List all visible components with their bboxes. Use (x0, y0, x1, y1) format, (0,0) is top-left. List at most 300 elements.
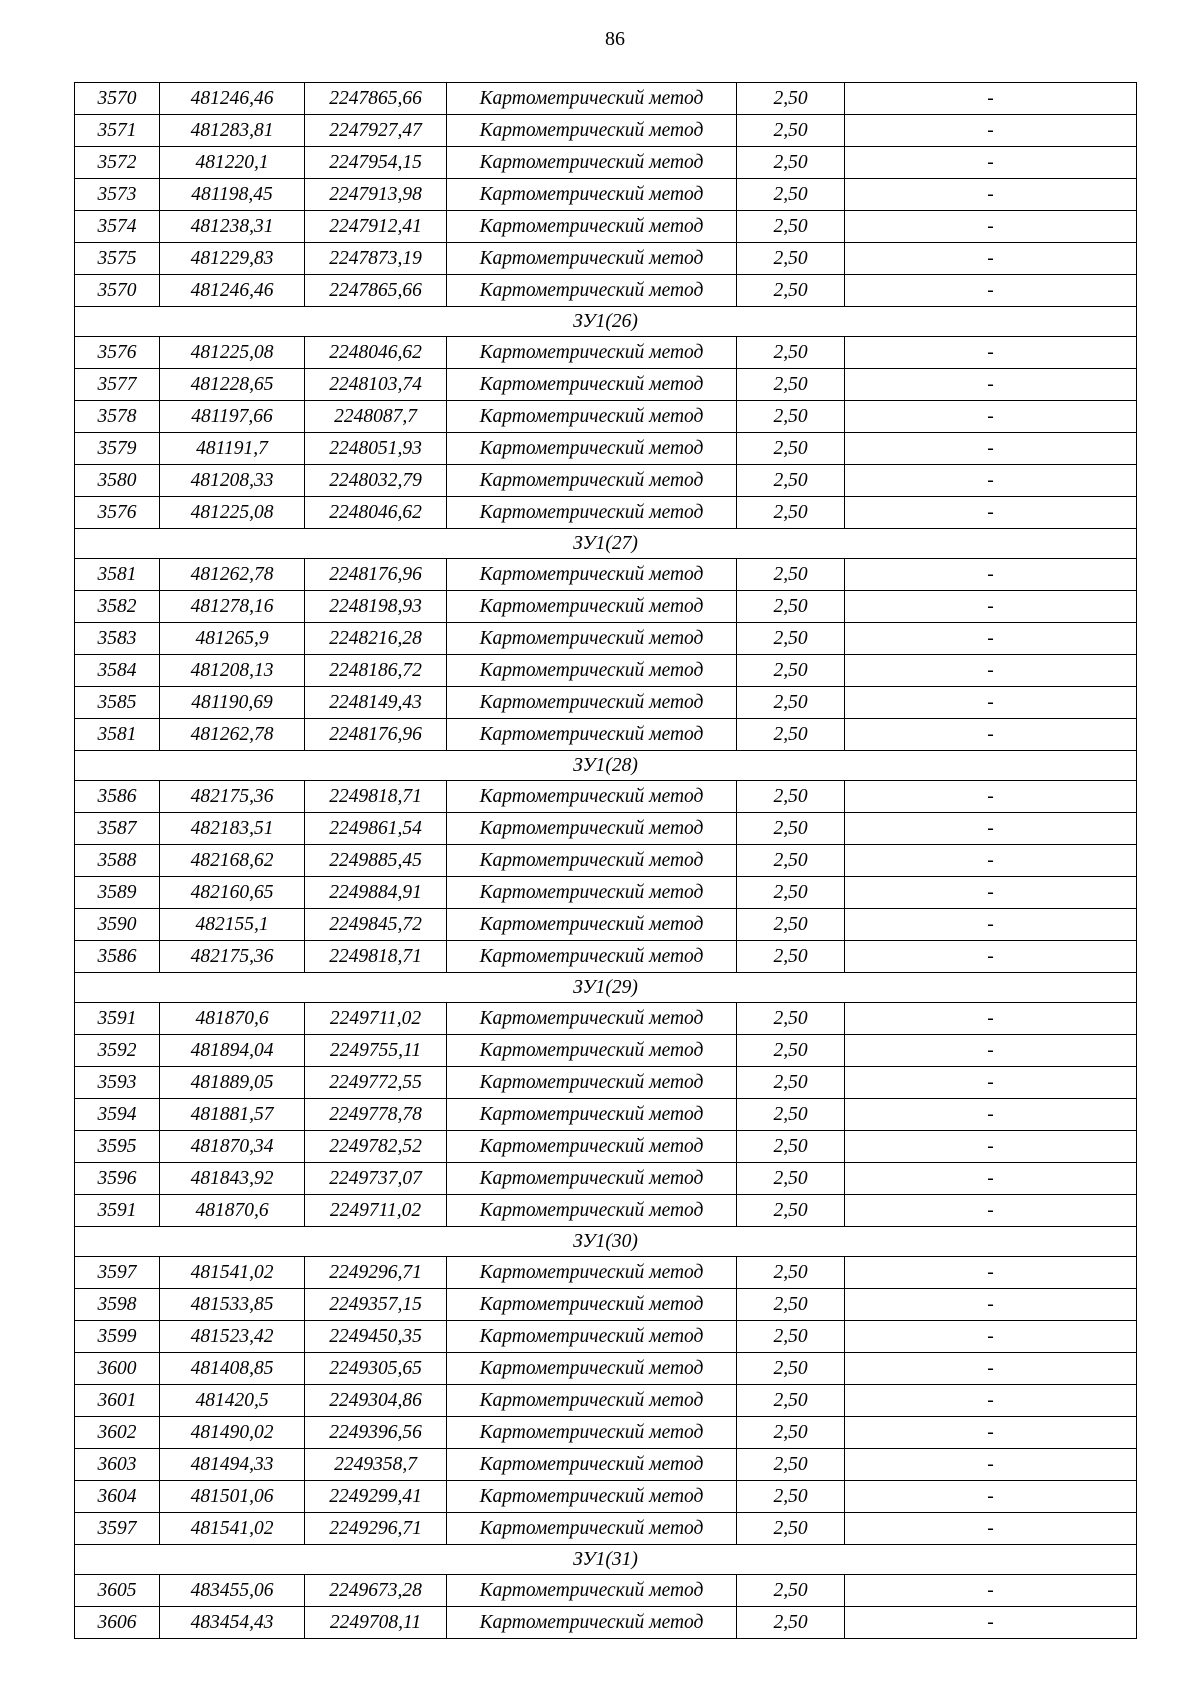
point-number-cell: 3605 (75, 1575, 160, 1607)
method-cell: Картометрический метод (447, 1003, 737, 1035)
table-row (75, 1385, 1137, 1417)
description-cell: - (845, 1099, 1137, 1131)
description-cell: - (845, 1575, 1137, 1607)
method-cell: Картометрический метод (447, 909, 737, 941)
table-row (75, 1607, 1137, 1639)
y-coordinate-cell: 2247873,19 (305, 243, 447, 275)
accuracy-cell: 2,50 (737, 1575, 845, 1607)
method-cell: Картометрический метод (447, 845, 737, 877)
y-coordinate-cell: 2248046,62 (305, 497, 447, 529)
section-label: ЗУ1(29) (75, 973, 1137, 1003)
accuracy-cell: 2,50 (737, 845, 845, 877)
y-coordinate-cell: 2248051,93 (305, 433, 447, 465)
table-row (75, 1003, 1137, 1035)
x-coordinate-cell: 481541,02 (160, 1513, 305, 1545)
section-header-row (75, 307, 1137, 337)
method-cell: Картометрический метод (447, 1321, 737, 1353)
method-cell: Картометрический метод (447, 559, 737, 591)
y-coordinate-cell: 2249299,41 (305, 1481, 447, 1513)
description-cell: - (845, 275, 1137, 307)
x-coordinate-cell: 482175,36 (160, 941, 305, 973)
y-coordinate-cell: 2249885,45 (305, 845, 447, 877)
accuracy-cell: 2,50 (737, 877, 845, 909)
y-coordinate-cell: 2249708,11 (305, 1607, 447, 1639)
y-coordinate-cell: 2249755,11 (305, 1035, 447, 1067)
method-cell: Картометрический метод (447, 1513, 737, 1545)
accuracy-cell: 2,50 (737, 591, 845, 623)
table-row (75, 941, 1137, 973)
table-row (75, 877, 1137, 909)
y-coordinate-cell: 2249305,65 (305, 1353, 447, 1385)
table-row (75, 243, 1137, 275)
point-number-cell: 3604 (75, 1481, 160, 1513)
y-coordinate-cell: 2248216,28 (305, 623, 447, 655)
point-number-cell: 3582 (75, 591, 160, 623)
y-coordinate-cell: 2248198,93 (305, 591, 447, 623)
x-coordinate-cell: 481843,92 (160, 1163, 305, 1195)
description-cell: - (845, 719, 1137, 751)
y-coordinate-cell: 2249396,56 (305, 1417, 447, 1449)
y-coordinate-cell: 2248087,7 (305, 401, 447, 433)
table-row (75, 781, 1137, 813)
method-cell: Картометрический метод (447, 211, 737, 243)
point-number-cell: 3577 (75, 369, 160, 401)
accuracy-cell: 2,50 (737, 941, 845, 973)
description-cell: - (845, 1131, 1137, 1163)
method-cell: Картометрический метод (447, 1289, 737, 1321)
method-cell: Картометрический метод (447, 781, 737, 813)
y-coordinate-cell: 2249818,71 (305, 781, 447, 813)
accuracy-cell: 2,50 (737, 1607, 845, 1639)
method-cell: Картометрический метод (447, 1195, 737, 1227)
page-number: 86 (605, 28, 625, 50)
description-cell: - (845, 115, 1137, 147)
accuracy-cell: 2,50 (737, 1099, 845, 1131)
y-coordinate-cell: 2249711,02 (305, 1003, 447, 1035)
table-row (75, 83, 1137, 115)
x-coordinate-cell: 483455,06 (160, 1575, 305, 1607)
table-row (75, 719, 1137, 751)
table-row (75, 1513, 1137, 1545)
table-row (75, 179, 1137, 211)
y-coordinate-cell: 2249737,07 (305, 1163, 447, 1195)
section-header-row (75, 529, 1137, 559)
accuracy-cell: 2,50 (737, 1067, 845, 1099)
method-cell: Картометрический метод (447, 83, 737, 115)
accuracy-cell: 2,50 (737, 1289, 845, 1321)
accuracy-cell: 2,50 (737, 1513, 845, 1545)
point-number-cell: 3576 (75, 497, 160, 529)
point-number-cell: 3603 (75, 1449, 160, 1481)
table-row (75, 275, 1137, 307)
section-header-row (75, 973, 1137, 1003)
y-coordinate-cell: 2249673,28 (305, 1575, 447, 1607)
method-cell: Картометрический метод (447, 591, 737, 623)
y-coordinate-cell: 2247865,66 (305, 83, 447, 115)
point-number-cell: 3575 (75, 243, 160, 275)
description-cell: - (845, 909, 1137, 941)
x-coordinate-cell: 481220,1 (160, 147, 305, 179)
table-row (75, 1035, 1137, 1067)
table-row (75, 687, 1137, 719)
x-coordinate-cell: 481208,13 (160, 655, 305, 687)
y-coordinate-cell: 2249772,55 (305, 1067, 447, 1099)
description-cell: - (845, 1163, 1137, 1195)
section-header-row (75, 751, 1137, 781)
accuracy-cell: 2,50 (737, 401, 845, 433)
table-row (75, 1449, 1137, 1481)
x-coordinate-cell: 481408,85 (160, 1353, 305, 1385)
method-cell: Картометрический метод (447, 941, 737, 973)
accuracy-cell: 2,50 (737, 1449, 845, 1481)
y-coordinate-cell: 2248149,43 (305, 687, 447, 719)
table-row (75, 813, 1137, 845)
method-cell: Картометрический метод (447, 655, 737, 687)
point-number-cell: 3601 (75, 1385, 160, 1417)
table-row (75, 497, 1137, 529)
method-cell: Картометрический метод (447, 243, 737, 275)
point-number-cell: 3595 (75, 1131, 160, 1163)
point-number-cell: 3581 (75, 559, 160, 591)
method-cell: Картометрический метод (447, 1385, 737, 1417)
y-coordinate-cell: 2249296,71 (305, 1513, 447, 1545)
accuracy-cell: 2,50 (737, 1481, 845, 1513)
point-number-cell: 3574 (75, 211, 160, 243)
accuracy-cell: 2,50 (737, 1195, 845, 1227)
accuracy-cell: 2,50 (737, 147, 845, 179)
x-coordinate-cell: 481501,06 (160, 1481, 305, 1513)
point-number-cell: 3583 (75, 623, 160, 655)
method-cell: Картометрический метод (447, 1417, 737, 1449)
x-coordinate-cell: 481262,78 (160, 559, 305, 591)
table-row (75, 1195, 1137, 1227)
accuracy-cell: 2,50 (737, 1035, 845, 1067)
y-coordinate-cell: 2249782,52 (305, 1131, 447, 1163)
accuracy-cell: 2,50 (737, 1257, 845, 1289)
description-cell: - (845, 813, 1137, 845)
y-coordinate-cell: 2249358,7 (305, 1449, 447, 1481)
method-cell: Картометрический метод (447, 465, 737, 497)
description-cell: - (845, 1257, 1137, 1289)
y-coordinate-cell: 2248046,62 (305, 337, 447, 369)
method-cell: Картометрический метод (447, 719, 737, 751)
x-coordinate-cell: 481191,7 (160, 433, 305, 465)
y-coordinate-cell: 2249778,78 (305, 1099, 447, 1131)
accuracy-cell: 2,50 (737, 115, 845, 147)
point-number-cell: 3576 (75, 337, 160, 369)
x-coordinate-cell: 481881,57 (160, 1099, 305, 1131)
description-cell: - (845, 1195, 1137, 1227)
accuracy-cell: 2,50 (737, 781, 845, 813)
accuracy-cell: 2,50 (737, 813, 845, 845)
table-row (75, 1099, 1137, 1131)
method-cell: Картометрический метод (447, 433, 737, 465)
x-coordinate-cell: 481533,85 (160, 1289, 305, 1321)
coordinates-table (74, 82, 1137, 1639)
x-coordinate-cell: 481262,78 (160, 719, 305, 751)
x-coordinate-cell: 481894,04 (160, 1035, 305, 1067)
y-coordinate-cell: 2249711,02 (305, 1195, 447, 1227)
description-cell: - (845, 83, 1137, 115)
table-row (75, 623, 1137, 655)
y-coordinate-cell: 2249884,91 (305, 877, 447, 909)
accuracy-cell: 2,50 (737, 719, 845, 751)
y-coordinate-cell: 2249845,72 (305, 909, 447, 941)
x-coordinate-cell: 482168,62 (160, 845, 305, 877)
description-cell: - (845, 179, 1137, 211)
accuracy-cell: 2,50 (737, 655, 845, 687)
x-coordinate-cell: 482160,65 (160, 877, 305, 909)
x-coordinate-cell: 481246,46 (160, 83, 305, 115)
method-cell: Картометрический метод (447, 877, 737, 909)
accuracy-cell: 2,50 (737, 909, 845, 941)
point-number-cell: 3586 (75, 781, 160, 813)
table-row (75, 1575, 1137, 1607)
method-cell: Картометрический метод (447, 1131, 737, 1163)
description-cell: - (845, 497, 1137, 529)
accuracy-cell: 2,50 (737, 1385, 845, 1417)
x-coordinate-cell: 481870,34 (160, 1131, 305, 1163)
point-number-cell: 3571 (75, 115, 160, 147)
point-number-cell: 3602 (75, 1417, 160, 1449)
table-row (75, 337, 1137, 369)
table-row (75, 465, 1137, 497)
x-coordinate-cell: 481225,08 (160, 337, 305, 369)
section-label: ЗУ1(28) (75, 751, 1137, 781)
accuracy-cell: 2,50 (737, 433, 845, 465)
y-coordinate-cell: 2247927,47 (305, 115, 447, 147)
description-cell: - (845, 1035, 1137, 1067)
description-cell: - (845, 211, 1137, 243)
accuracy-cell: 2,50 (737, 1321, 845, 1353)
method-cell: Картометрический метод (447, 1067, 737, 1099)
description-cell: - (845, 147, 1137, 179)
x-coordinate-cell: 481889,05 (160, 1067, 305, 1099)
accuracy-cell: 2,50 (737, 369, 845, 401)
method-cell: Картометрический метод (447, 1481, 737, 1513)
y-coordinate-cell: 2247912,41 (305, 211, 447, 243)
x-coordinate-cell: 481225,08 (160, 497, 305, 529)
method-cell: Картометрический метод (447, 623, 737, 655)
description-cell: - (845, 1003, 1137, 1035)
x-coordinate-cell: 481228,65 (160, 369, 305, 401)
section-label: ЗУ1(26) (75, 307, 1137, 337)
x-coordinate-cell: 481420,5 (160, 1385, 305, 1417)
accuracy-cell: 2,50 (737, 243, 845, 275)
point-number-cell: 3590 (75, 909, 160, 941)
coordinates-table-body (75, 83, 1137, 1639)
x-coordinate-cell: 481198,45 (160, 179, 305, 211)
table-row (75, 1289, 1137, 1321)
description-cell: - (845, 433, 1137, 465)
description-cell: - (845, 401, 1137, 433)
point-number-cell: 3606 (75, 1607, 160, 1639)
x-coordinate-cell: 481494,33 (160, 1449, 305, 1481)
y-coordinate-cell: 2247913,98 (305, 179, 447, 211)
description-cell: - (845, 1417, 1137, 1449)
description-cell: - (845, 1449, 1137, 1481)
y-coordinate-cell: 2249296,71 (305, 1257, 447, 1289)
point-number-cell: 3589 (75, 877, 160, 909)
point-number-cell: 3596 (75, 1163, 160, 1195)
x-coordinate-cell: 481523,42 (160, 1321, 305, 1353)
description-cell: - (845, 369, 1137, 401)
y-coordinate-cell: 2248103,74 (305, 369, 447, 401)
x-coordinate-cell: 481283,81 (160, 115, 305, 147)
accuracy-cell: 2,50 (737, 337, 845, 369)
method-cell: Картометрический метод (447, 147, 737, 179)
point-number-cell: 3587 (75, 813, 160, 845)
description-cell: - (845, 877, 1137, 909)
y-coordinate-cell: 2247865,66 (305, 275, 447, 307)
description-cell: - (845, 1067, 1137, 1099)
method-cell: Картометрический метод (447, 813, 737, 845)
method-cell: Картометрический метод (447, 337, 737, 369)
table-row (75, 909, 1137, 941)
method-cell: Картометрический метод (447, 1035, 737, 1067)
method-cell: Картометрический метод (447, 1575, 737, 1607)
table-row (75, 1321, 1137, 1353)
table-row (75, 1417, 1137, 1449)
y-coordinate-cell: 2248186,72 (305, 655, 447, 687)
table-row (75, 1481, 1137, 1513)
accuracy-cell: 2,50 (737, 211, 845, 243)
point-number-cell: 3580 (75, 465, 160, 497)
table-row (75, 655, 1137, 687)
table-row (75, 1131, 1137, 1163)
method-cell: Картометрический метод (447, 1099, 737, 1131)
point-number-cell: 3572 (75, 147, 160, 179)
description-cell: - (845, 941, 1137, 973)
y-coordinate-cell: 2247954,15 (305, 147, 447, 179)
x-coordinate-cell: 482155,1 (160, 909, 305, 941)
method-cell: Картометрический метод (447, 687, 737, 719)
table-row (75, 1257, 1137, 1289)
description-cell: - (845, 781, 1137, 813)
point-number-cell: 3600 (75, 1353, 160, 1385)
accuracy-cell: 2,50 (737, 83, 845, 115)
method-cell: Картометрический метод (447, 1353, 737, 1385)
method-cell: Картометрический метод (447, 1449, 737, 1481)
x-coordinate-cell: 481197,66 (160, 401, 305, 433)
method-cell: Картометрический метод (447, 1607, 737, 1639)
method-cell: Картометрический метод (447, 1257, 737, 1289)
description-cell: - (845, 465, 1137, 497)
point-number-cell: 3599 (75, 1321, 160, 1353)
description-cell: - (845, 1513, 1137, 1545)
accuracy-cell: 2,50 (737, 1003, 845, 1035)
accuracy-cell: 2,50 (737, 275, 845, 307)
accuracy-cell: 2,50 (737, 1417, 845, 1449)
description-cell: - (845, 1321, 1137, 1353)
point-number-cell: 3570 (75, 83, 160, 115)
table-row (75, 369, 1137, 401)
point-number-cell: 3593 (75, 1067, 160, 1099)
x-coordinate-cell: 481238,31 (160, 211, 305, 243)
accuracy-cell: 2,50 (737, 1353, 845, 1385)
x-coordinate-cell: 481229,83 (160, 243, 305, 275)
description-cell: - (845, 623, 1137, 655)
table-row (75, 433, 1137, 465)
y-coordinate-cell: 2248032,79 (305, 465, 447, 497)
description-cell: - (845, 1353, 1137, 1385)
description-cell: - (845, 591, 1137, 623)
section-header-row (75, 1545, 1137, 1575)
table-row (75, 1163, 1137, 1195)
section-header-row (75, 1227, 1137, 1257)
y-coordinate-cell: 2249450,35 (305, 1321, 447, 1353)
x-coordinate-cell: 481541,02 (160, 1257, 305, 1289)
point-number-cell: 3588 (75, 845, 160, 877)
table-row (75, 845, 1137, 877)
y-coordinate-cell: 2249304,86 (305, 1385, 447, 1417)
table-row (75, 147, 1137, 179)
accuracy-cell: 2,50 (737, 497, 845, 529)
table-row (75, 559, 1137, 591)
point-number-cell: 3578 (75, 401, 160, 433)
description-cell: - (845, 1385, 1137, 1417)
description-cell: - (845, 1481, 1137, 1513)
point-number-cell: 3586 (75, 941, 160, 973)
x-coordinate-cell: 483454,43 (160, 1607, 305, 1639)
method-cell: Картометрический метод (447, 115, 737, 147)
accuracy-cell: 2,50 (737, 1131, 845, 1163)
x-coordinate-cell: 482175,36 (160, 781, 305, 813)
description-cell: - (845, 687, 1137, 719)
description-cell: - (845, 1607, 1137, 1639)
x-coordinate-cell: 481490,02 (160, 1417, 305, 1449)
point-number-cell: 3581 (75, 719, 160, 751)
method-cell: Картометрический метод (447, 369, 737, 401)
method-cell: Картометрический метод (447, 179, 737, 211)
point-number-cell: 3570 (75, 275, 160, 307)
x-coordinate-cell: 481190,69 (160, 687, 305, 719)
description-cell: - (845, 1289, 1137, 1321)
point-number-cell: 3592 (75, 1035, 160, 1067)
section-label: ЗУ1(27) (75, 529, 1137, 559)
x-coordinate-cell: 481265,9 (160, 623, 305, 655)
method-cell: Картометрический метод (447, 275, 737, 307)
method-cell: Картометрический метод (447, 401, 737, 433)
point-number-cell: 3598 (75, 1289, 160, 1321)
description-cell: - (845, 845, 1137, 877)
accuracy-cell: 2,50 (737, 623, 845, 655)
accuracy-cell: 2,50 (737, 687, 845, 719)
x-coordinate-cell: 481870,6 (160, 1003, 305, 1035)
accuracy-cell: 2,50 (737, 179, 845, 211)
description-cell: - (845, 655, 1137, 687)
table-row (75, 1353, 1137, 1385)
point-number-cell: 3591 (75, 1195, 160, 1227)
description-cell: - (845, 559, 1137, 591)
x-coordinate-cell: 482183,51 (160, 813, 305, 845)
accuracy-cell: 2,50 (737, 465, 845, 497)
x-coordinate-cell: 481208,33 (160, 465, 305, 497)
method-cell: Картометрический метод (447, 1163, 737, 1195)
point-number-cell: 3585 (75, 687, 160, 719)
x-coordinate-cell: 481246,46 (160, 275, 305, 307)
accuracy-cell: 2,50 (737, 559, 845, 591)
x-coordinate-cell: 481278,16 (160, 591, 305, 623)
y-coordinate-cell: 2248176,96 (305, 719, 447, 751)
table-row (75, 1067, 1137, 1099)
method-cell: Картометрический метод (447, 497, 737, 529)
section-label: ЗУ1(30) (75, 1227, 1137, 1257)
point-number-cell: 3597 (75, 1257, 160, 1289)
y-coordinate-cell: 2248176,96 (305, 559, 447, 591)
y-coordinate-cell: 2249357,15 (305, 1289, 447, 1321)
point-number-cell: 3597 (75, 1513, 160, 1545)
